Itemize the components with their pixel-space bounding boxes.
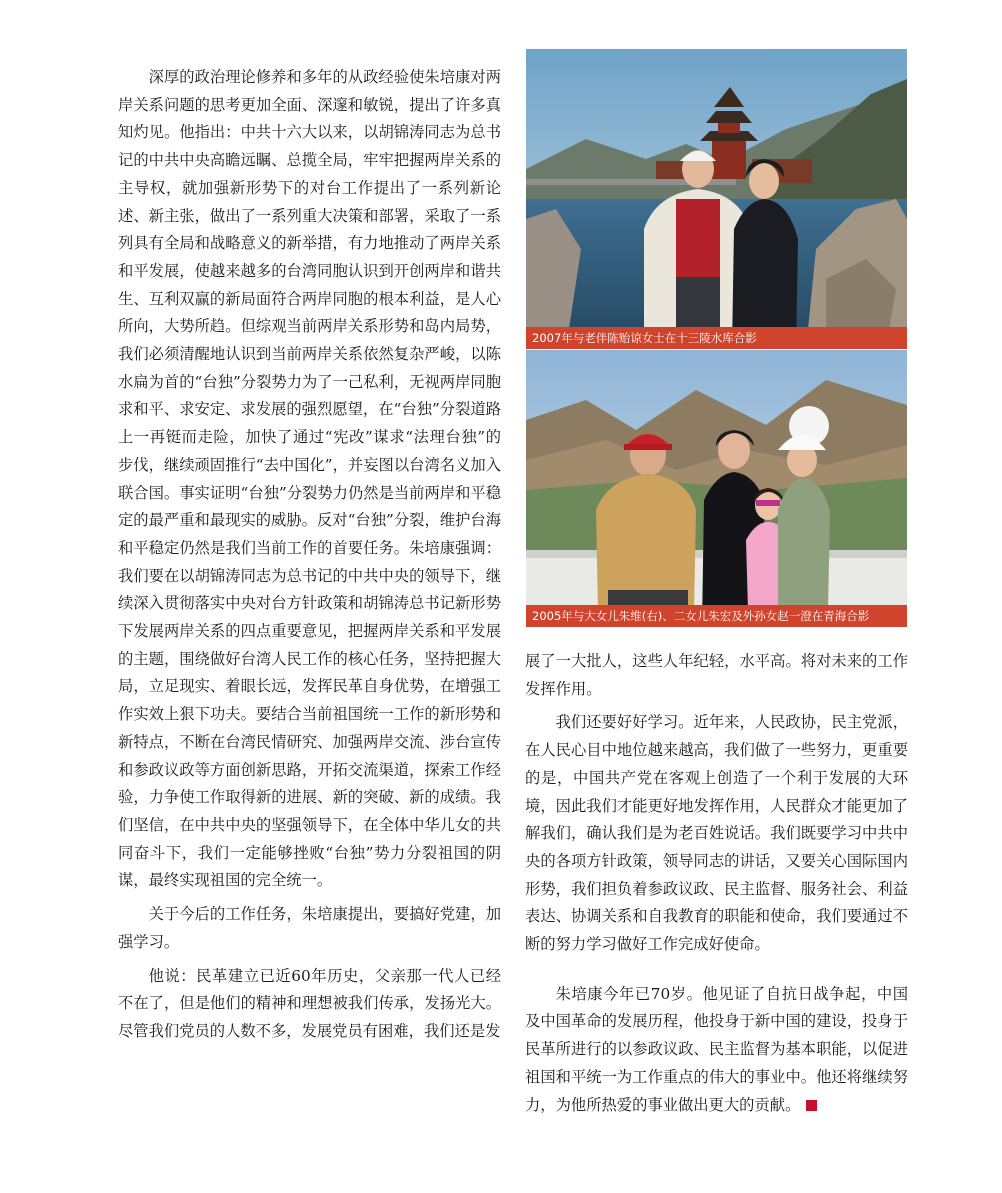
paragraph: 展了一大批人，这些人年纪轻，水平高。将对未来的工作发挥作用。 — [525, 652, 908, 698]
paragraph: 关于今后的工作任务，朱培康提出，要搞好党建，加强学习。 — [118, 905, 501, 951]
photo-qinghai-family — [526, 350, 907, 627]
paragraph: 深厚的政治理论修养和多年的从政经验使朱培康对两岸关系问题的思考更加全面、深邃和敏锐，提出了许多真知灼见。他指出：中共十六大以来，以胡锦涛同志为总书记的中共中央高瞻远瞩、总揽全局，牢牢把握两岸关系的主导权，就加强新形势下的对台工作提出了一系列新论述、新主张，做出了一系列重大决策和部署，采取了一系列具有全局和战略意义的新举措，有力地推动了两岸关系和平发展，使越来越多的台湾同胞认识到开创两岸和谐共生、互利双赢的新局面符合两岸同胞的根本利益，是人心所向，大势所趋。但综观当前两岸关系形势和岛内局势，我们必须清醒地认识到当前两岸关系依然复杂严峻，以陈水扁为首的“台独”分裂势力为了一己私利，无视两岸同胞求和平、求安定、求发展的强烈愿望，在“台独”分裂道路上一再铤而走险，加快了通过“宪改”谋求“法理台独”的步伐，继续顽固推行“去中国化”，并妄图以台湾名义加入联合国。事实证明“台独”分裂势力仍然是当前两岸和平稳定的最严重和最现实的威胁。反对“台独”分裂，维护台海和平稳定仍然是我们当前工作的首要任务。朱培康强调：我们要在以胡锦涛同志为总书记的中共中央的领导下，继续深入贯彻落实中央对台方针政策和胡锦涛总书记新形势下发展两岸关系的四点重要意见，把握两岸关系和平发展的主题，围绕做好台湾人民工作的核心任务，坚持把握大局，立足现实、着眼长远，发挥民革自身优势，在增强工作实效上狠下功夫。要结合当前祖国统一工作的新形势和新特点，不断在台湾民情研究、加强两岸交流、涉台宣传和参政议政等方面创新思路，开拓交流渠道，探索工作经验，力争使工作取得新的进展、新的突破、新的成绩。我们坚信，在中共中央的坚强领导下，在全体中华儿女的共同奋斗下，我们一定能够挫败“台独”势力分裂祖国的阴谋，最终实现祖国的完全统一。 — [118, 68, 501, 890]
end-mark-icon — [806, 1100, 817, 1111]
paragraph — [525, 981, 908, 1120]
photo-ming-tombs-image — [526, 49, 907, 349]
right-text-column — [525, 648, 908, 1119]
photo-caption: 2005年与大女儿朱维(右)、二女儿朱宏及外孙女赵一澄在青海合影 — [526, 605, 907, 627]
paragraph: 他说：民革建立已近60年历史，父亲那一代人已经不在了，但是他们的精神和理想被我们传承，发扬光大。尽管我们党员的人数不多，发展党员有困难，我们还是发 — [118, 966, 501, 1040]
paragraph: 我们还要好好学习。近年来，人民政协，民主党派，在人民心目中地位越来越高，我们做了一些努力，更重要的是，中国共产党在客观上创造了一个利于发展的大环境，因此我们才能更好地发挥作用，人民群众才能更加了解我们，确认我们是为老百姓说话。我们既要学习中共中央的各项方针政策，领导同志的讲话，又要关心国际国内形势，我们担负着参政议政、民主监督、服务社会、利益表达、协调关系和自我教育的职能和使命，我们要通过不断的努力学习做好工作完成好使命。 — [525, 713, 908, 954]
left-text-column — [118, 64, 501, 1046]
paragraph-text: 朱培康今年已70岁。他见证了自抗日战争起，中国及中国革命的发展历程，他投身于新中国的建设，投身于民革所进行的以参政议政、民主监督为基本职能，以促进祖国和平统一为工作重点的伟大的事业中。他还将继续努力，为他所热爱的事业做出更大的贡献。 — [525, 984, 908, 1114]
photo-caption: 2007年与老伴陈贻谅女士在十三陵水库合影 — [526, 327, 907, 349]
photo-qinghai-image — [526, 350, 907, 627]
photo-ming-tombs-reservoir — [526, 49, 907, 349]
